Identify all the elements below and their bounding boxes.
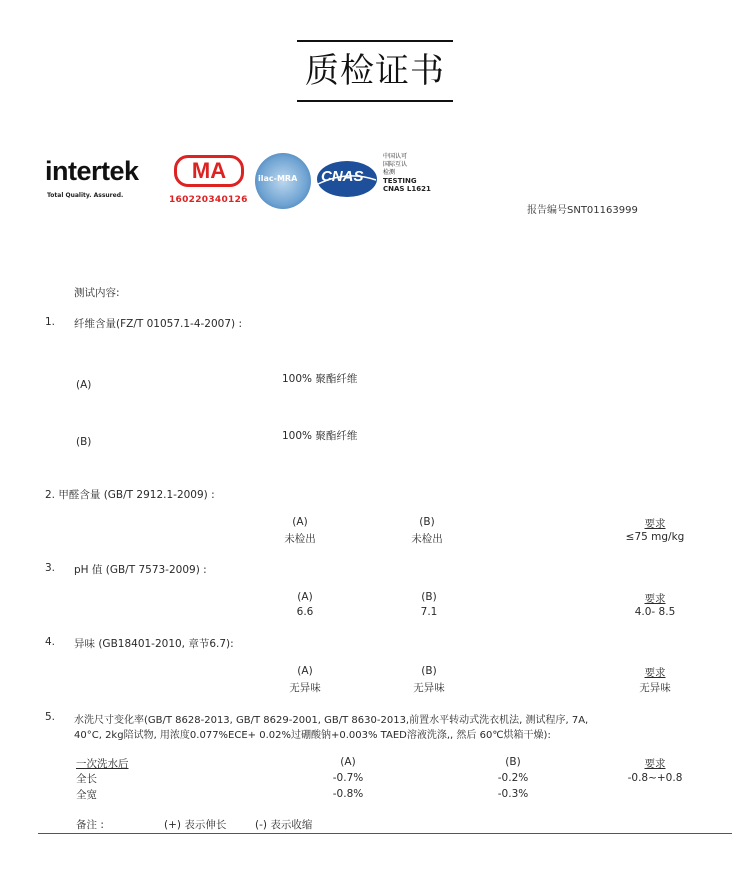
report-number: 报告编号SNT01163999	[527, 205, 638, 216]
s5-head-req: 要求	[644, 758, 666, 770]
s3-col-req: 要求	[644, 593, 666, 605]
s2-col-req: 要求	[644, 518, 666, 530]
s5-row-1-a: -0.7%	[332, 772, 364, 784]
ma-number: 160220340126	[169, 195, 248, 205]
s3-col-b: (B)	[421, 591, 437, 603]
intertek-logo: intertek	[45, 156, 139, 186]
s5-row-1-label: 全长	[76, 773, 97, 785]
s3-number: 3.	[45, 562, 56, 574]
s3-title: pH 值 (GB/T 7573-2009) :	[74, 564, 207, 576]
cnas-text: CNAS	[321, 168, 364, 185]
s1-row-a-value: 100% 聚酯纤维	[282, 373, 358, 385]
remark-plus: (+) 表示伸长	[164, 819, 227, 831]
ma-logo: MA	[174, 155, 244, 187]
s1-row-b-label: (B)	[76, 436, 92, 448]
certificate-title: 质检证书	[297, 40, 453, 102]
s3-val-a: 6.6	[296, 606, 314, 618]
s4-number: 4.	[45, 636, 56, 648]
s2-title: 2. 甲醛含量 (GB/T 2912.1-2009) :	[45, 489, 215, 501]
accreditation-logos	[45, 150, 440, 214]
s3-val-req: 4.0- 8.5	[634, 606, 676, 618]
cnas-cn-line: 检测	[383, 169, 396, 176]
s5-row-2-label: 全宽	[76, 789, 97, 801]
s3-val-b: 7.1	[420, 606, 438, 618]
s1-row-a-label: (A)	[76, 379, 92, 391]
bottom-divider	[38, 833, 732, 834]
s5-row-1-req: -0.8~+0.8	[627, 772, 683, 784]
s5-row-2-b: -0.3%	[497, 788, 529, 800]
s5-line-1: 水洗尺寸变化率(GB/T 8628-2013, GB/T 8629-2001, GB/T 8630-2013,前置水平转动式洗衣机法, 测试程序, 7A,	[74, 715, 589, 726]
remark-label: 备注 :	[76, 819, 104, 831]
s2-val-req: ≤75 mg/kg	[625, 531, 685, 543]
cnas-caption	[383, 153, 431, 193]
s2-val-a: 未检出	[284, 533, 316, 545]
s4-val-req: 无异味	[639, 682, 671, 694]
s2-val-b: 未检出	[411, 533, 443, 545]
section-header: 测试内容:	[74, 287, 120, 299]
intertek-tagline: Total Quality. Assured.	[47, 192, 124, 199]
s5-line-2: 40°C, 2kg陪试物, 用浓度0.077%ECE+ 0.02%过硼酸钠+0.003% TAED溶液洗涤,, 然后 60℃烘箱干燥):	[74, 730, 551, 741]
remark-minus: (-) 表示收缩	[255, 819, 313, 831]
s4-col-a: (A)	[297, 665, 313, 677]
s4-col-b: (B)	[421, 665, 437, 677]
s2-col-b: (B)	[419, 516, 435, 528]
ilac-mra-text: ilac-MRA	[258, 174, 298, 183]
s4-col-req: 要求	[644, 667, 666, 679]
s5-head-b: (B)	[505, 756, 521, 768]
s1-row-b-value: 100% 聚酯纤维	[282, 430, 358, 442]
s5-head-label: 一次洗水后	[76, 758, 129, 770]
cnas-cn-line: 中国认可	[383, 153, 408, 160]
cnas-en-line: TESTING	[383, 177, 417, 185]
s5-row-2-a: -0.8%	[332, 788, 364, 800]
s2-col-a: (A)	[292, 516, 308, 528]
cnas-en-line: CNAS L1621	[383, 185, 431, 193]
s1-title: 纤维含量(FZ/T 01057.1-4-2007) :	[74, 318, 242, 330]
s1-number: 1.	[45, 316, 56, 328]
s5-head-a: (A)	[340, 756, 356, 768]
s4-val-a: 无异味	[289, 682, 321, 694]
s5-number: 5.	[45, 711, 56, 723]
s3-col-a: (A)	[297, 591, 313, 603]
s5-row-1-b: -0.2%	[497, 772, 529, 784]
cnas-cn-line: 国际互认	[383, 161, 408, 168]
s4-title: 异味 (GB18401-2010, 章节6.7):	[74, 638, 234, 650]
s4-val-b: 无异味	[413, 682, 445, 694]
